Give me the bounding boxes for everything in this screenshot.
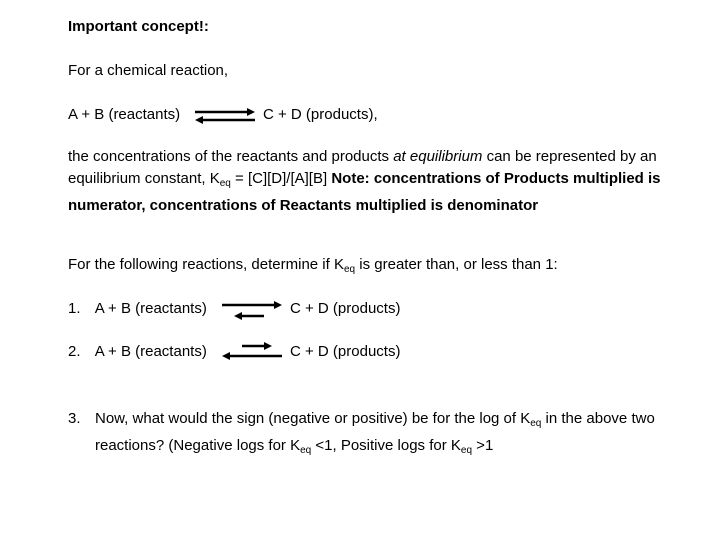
question-part: Now, what would the sign (negative or positive) be for the log of K — [95, 410, 531, 427]
reaction-number: 2. — [68, 343, 81, 360]
reaction-number: 1. — [68, 300, 81, 317]
question-part: in the above two reactions? (Negative logs for K — [95, 410, 655, 454]
main-reaction-products: C + D (products), — [263, 106, 378, 123]
prompt-text — [68, 256, 558, 275]
paragraph-text: can be represented by an equilibrium constant, K — [68, 148, 657, 187]
reaction-reactants: A + B (reactants) — [94, 300, 207, 317]
keq-subscript: eq — [460, 445, 473, 456]
paragraph-italic: at equilibrium — [393, 148, 483, 165]
keq-subscript: eq — [343, 264, 356, 275]
question-number: 3. — [68, 410, 81, 427]
keq-subscript: eq — [530, 418, 542, 429]
question-3 — [68, 408, 688, 462]
reaction-1-products: C + D (products) — [290, 300, 401, 317]
question-3-text — [95, 408, 688, 462]
keq-subscript: eq — [219, 178, 231, 189]
prompt-part: For the following reactions, determine if K — [68, 256, 344, 273]
question-part: <1, Positive logs for K — [311, 437, 461, 454]
paragraph-equation: = [C][D]/[A][B] — [230, 170, 332, 187]
main-reaction-reactants: A + B (reactants) — [68, 106, 181, 123]
keq-subscript: eq — [300, 445, 312, 456]
paragraph-text: the concentrations of the reactants and products — [68, 148, 394, 165]
reverse-favored-arrows-icon — [220, 340, 284, 362]
paragraph-note: Note: concentrations of Products multiplied is numerator, concentrations of Reactants multiplied is denominator — [68, 170, 661, 214]
prompt-part: is greater than, or less than 1: — [355, 256, 558, 273]
reaction-1 — [68, 300, 207, 317]
equilibrium-paragraph — [68, 146, 688, 217]
question-part: >1 — [472, 437, 494, 454]
reaction-2 — [68, 343, 207, 360]
reaction-reactants: A + B (reactants) — [94, 343, 207, 360]
reaction-2-products: C + D (products) — [290, 343, 401, 360]
intro-text: For a chemical reaction, — [68, 62, 229, 79]
forward-favored-arrows-icon — [220, 300, 284, 322]
heading: Important concept!: — [68, 18, 209, 35]
equilibrium-arrows-icon — [193, 107, 257, 125]
